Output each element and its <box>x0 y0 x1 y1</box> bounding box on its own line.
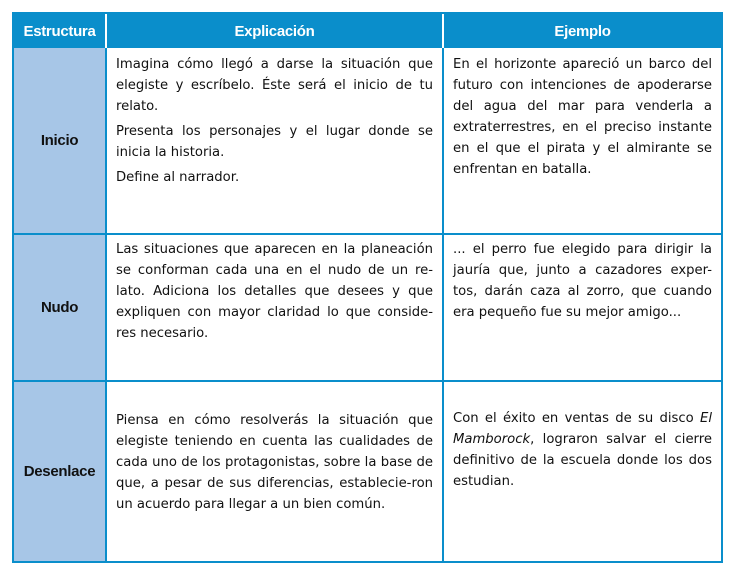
example-inicio <box>444 48 721 233</box>
header-ejemplo: Ejemplo <box>444 14 721 48</box>
story-structure-table <box>12 12 723 563</box>
row-label-inicio: Inicio <box>14 48 107 233</box>
example-desenlace <box>444 382 721 561</box>
example-text-after: , lograron salvar el cierre definitivo de la escuela donde los dos estudian. <box>453 431 712 489</box>
example-text-before: Con el éxito en ventas de su disco <box>453 410 700 426</box>
explanation-paragraph: Las situaciones que aparecen en la planeación se conforman cada una en el nudo de un re-lato. Adiciona los detalles que desees y que expliquen con mayor claridad lo que conside-res necesario. <box>116 242 433 341</box>
explanation-paragraph: Define al narrador. <box>116 170 240 185</box>
row-label-desenlace: Desenlace <box>14 382 107 561</box>
explanation-inicio <box>107 48 444 233</box>
example-nudo <box>444 235 721 380</box>
example-paragraph <box>453 408 712 492</box>
example-paragraph: En el horizonte apareció un barco del futuro con intenciones de apoderarse del agua del mar para venderla a extraterrestres, en el preciso instante en el que el pirata y el almirante se enfrentan en batalla. <box>453 57 712 177</box>
explanation-desenlace <box>107 382 444 561</box>
header-estructura: Estructura <box>14 14 107 48</box>
explanation-paragraph: Presenta los personajes y el lugar donde se inicia la historia. <box>116 124 433 160</box>
explanation-nudo <box>107 235 444 380</box>
header-explicacion: Explicación <box>107 14 444 48</box>
explanation-paragraph: Piensa en cómo resolverás la situación que elegiste teniendo en cuenta las cualidades de cada uno de los protagonistas, sobre la base de que, a pesar de sus diferencias, establecie-ron un acuerdo para llegar a un bien común. <box>116 413 433 512</box>
album-title: El Mamborock <box>453 410 712 447</box>
explanation-paragraph: Imagina cómo llegó a darse la situación que elegiste y escríbelo. Éste será el inicio de tu relato. <box>116 57 433 114</box>
row-label-nudo: Nudo <box>14 235 107 380</box>
example-paragraph: ... el perro fue elegido para dirigir la jauría que, junto a cazadores exper-tos, darán caza al zorro, que cuando era pequeño fue su mejor amigo... <box>453 242 712 320</box>
